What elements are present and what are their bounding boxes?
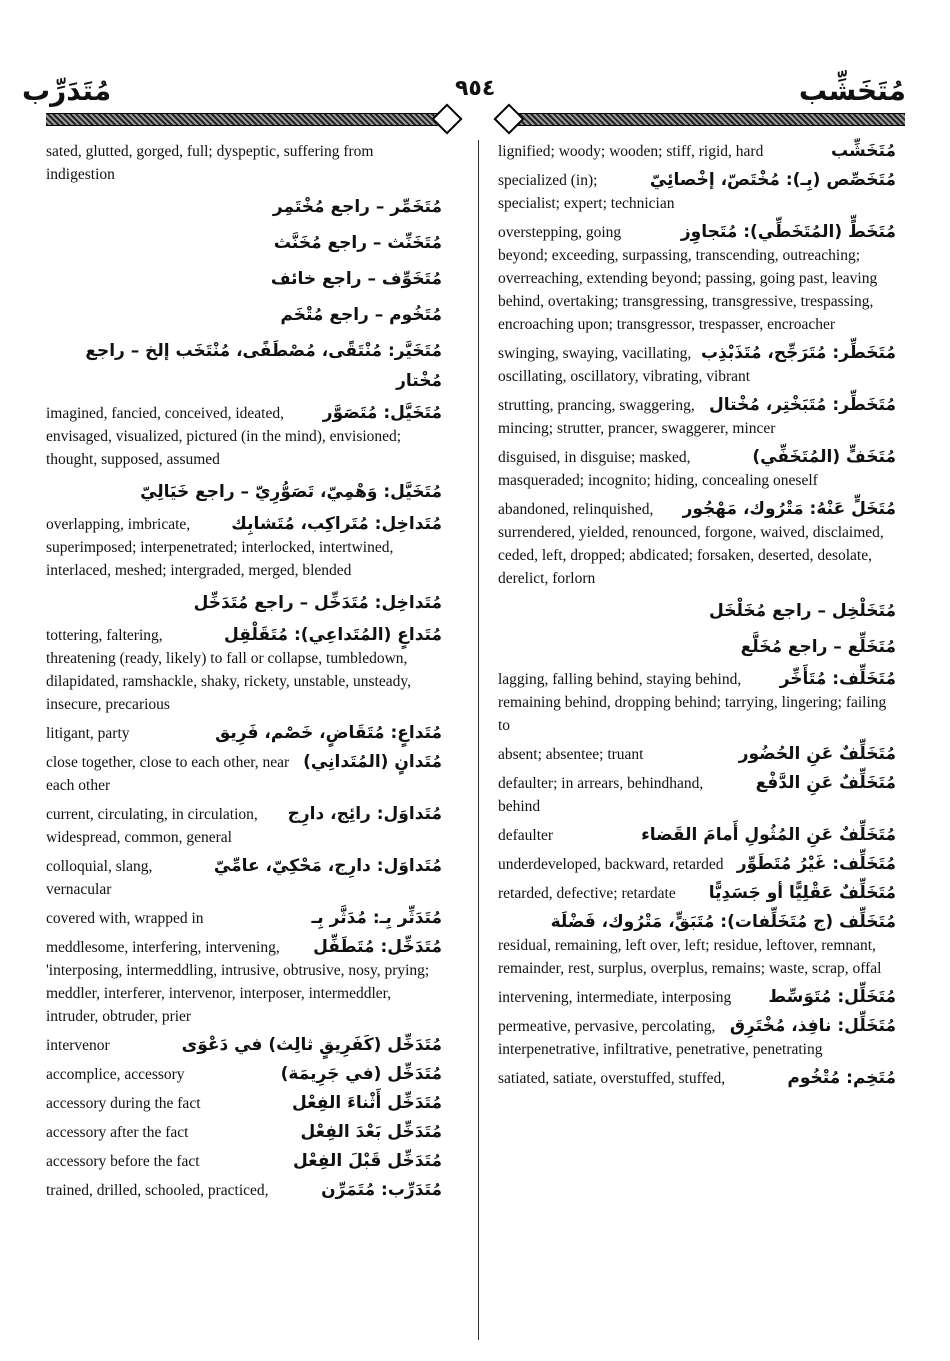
english-definition: intervenor — [46, 1037, 110, 1054]
dictionary-entry — [498, 743, 896, 766]
dictionary-entry — [498, 911, 896, 980]
dictionary-entry — [46, 1121, 442, 1144]
arabic-headword: مُتَخَصِّص (بِـ): مُخْتَصّ، إخْصائِيّ — [649, 170, 896, 190]
arabic-headword: مُتَخَلِّل: نافِذ، مُخْتَرِق — [729, 1016, 896, 1036]
english-definition: retarded, defective; retardate — [498, 885, 676, 902]
arabic-headword: مُتَخَلِّل: مُتَوَسِّط — [768, 987, 896, 1007]
column-divider — [478, 140, 479, 1340]
dictionary-entry — [46, 624, 442, 716]
page-number: ٩٥٤ — [455, 76, 496, 101]
english-definition: trained, drilled, schooled, practiced, — [46, 1182, 269, 1199]
dictionary-entry — [46, 907, 442, 930]
page-header — [0, 70, 950, 110]
english-definition: covered with, wrapped in — [46, 910, 204, 927]
cross-reference-entry: مُتَخَلْخِل – راجع مُخَلْخَل — [709, 601, 896, 621]
arabic-headword: مُتَداوَل: دارِج، مَحْكِيّ، عامِّيّ — [213, 856, 442, 876]
english-definition: abandoned, relinquished, surrendered, yielded, renounced, forgone, waived, disclaimed, ceded, left, dropped; abdicated; forsaken, deserted, desolate, derelict, forlorn — [498, 501, 884, 587]
arabic-headword: مُتَداعٍ: مُتَقَاضٍ، خَصْم، فَرِيق — [215, 723, 442, 743]
dictionary-entry — [46, 855, 442, 901]
right-guide-word: مُتَخَشِّب — [798, 74, 906, 107]
english-definition: satiated, satiate, overstuffed, stuffed, — [498, 1070, 726, 1087]
dictionary-entry — [498, 882, 896, 905]
arabic-headword: مُتَخَفٍّ (المُتَخَفِّي) — [752, 447, 896, 467]
english-definition: intervening, intermediate, interposing — [498, 989, 732, 1006]
english-definition: permeative, pervasive, percolating, interpenetrative, infiltrative, penetrative, penetrating — [498, 1018, 823, 1058]
left-column — [46, 140, 442, 1208]
english-definition: defaulter; in arrears, behindhand, behind — [498, 775, 704, 815]
english-definition: accessory during the fact — [46, 1095, 201, 1112]
dictionary-entry — [46, 1179, 442, 1202]
dictionary-entry — [498, 169, 896, 215]
arabic-headword: مُتَداخِل: مُتَراكِب، مُتَشابِك — [231, 514, 442, 534]
arabic-headword: مُتَخَلِّفٌ عَقْلِيًّا أو جَسَدِيًّا — [708, 883, 896, 903]
dictionary-entry — [46, 1150, 442, 1173]
dictionary-entry — [498, 394, 896, 440]
arabic-headword: مُتَدَثِّر بِـ: مُدَثَّر بِـ — [311, 908, 442, 928]
arabic-headword: مُتَخَلِّفٌ عَنِ الحُضُور — [738, 744, 896, 764]
dictionary-entry — [498, 772, 896, 818]
english-definition: defaulter — [498, 827, 554, 844]
english-definition: overstepping, going beyond; exceeding, surpassing, transcending, outreaching; overreaching, extending beyond; passing, going past, leaving behind, overtaking; transgressing, transgressive, trespassing, encroaching upon; transgressor, trespasser, encroacher — [498, 224, 878, 333]
arabic-headword: مُتَخَلٍّ عَنْهُ: مَتْرُوك، مَهْجُور — [682, 499, 896, 519]
arabic-headword: مُتَخِم: مُتْخُوم — [787, 1068, 896, 1088]
cross-reference-entry: مُتَخَوِّف – راجع خائف — [270, 269, 442, 289]
english-definition: colloquial, slang, vernacular — [46, 858, 153, 898]
dictionary-entry — [498, 986, 896, 1009]
english-definition: accomplice, accessory — [46, 1066, 185, 1083]
cross-reference-entry: مُتَداخِل: مُتَدَخِّل – راجع مُتَدَخِّل — [193, 593, 442, 613]
english-definition: current, circulating, in circulation, widespread, common, general — [46, 806, 258, 846]
cross-reference-entry: مُتَخُوم – راجع مُتْخَم — [280, 305, 442, 325]
english-definition: residual, remaining, left over, left; residue, leftover, remnant, remainder, rest, surplus, overplus, remains; waste, scrap, offal — [498, 937, 882, 977]
arabic-headword: مُتَدانٍ (المُتَدانِي) — [303, 752, 442, 772]
dictionary-entry — [498, 668, 896, 737]
dictionary-entry — [46, 751, 442, 797]
english-definition: accessory after the fact — [46, 1124, 189, 1141]
english-definition: absent; absentee; truant — [498, 746, 644, 763]
header-rule-left — [46, 113, 444, 126]
arabic-headword: مُتَدَخِّل (في جَرِيمَة) — [280, 1064, 442, 1084]
dictionary-entry — [46, 803, 442, 849]
arabic-headword: مُتَداوَل: رائِج، دارِج — [287, 804, 442, 824]
english-definition: sated, glutted, gorged, full; dyspeptic, suffering from indigestion — [46, 143, 374, 183]
english-definition: overlapping, imbricate, superimposed; interpenetrated; interlocked, intertwined, interlaced, meshed; intergraded, merged, blended — [46, 516, 394, 579]
dictionary-entry — [498, 446, 896, 492]
english-definition: swinging, swaying, vacillating, oscillating, oscillatory, vibrating, vibrant — [498, 345, 751, 385]
header-rule-right — [507, 113, 905, 126]
entry-spacer — [498, 1090, 896, 1096]
dictionary-entry — [46, 513, 442, 582]
arabic-headword: مُتَدَخِّل (كَفَرِيقٍ ثالِث) في دَعْوَى — [181, 1035, 442, 1055]
english-definition: imagined, fancied, conceived, ideated, envisaged, visualized, pictured (in the mind), envisioned; thought, supposed, assumed — [46, 405, 402, 468]
arabic-headword: مُتَداعٍ (المُتَداعِي): مُتَقَلْقِل — [224, 625, 442, 645]
dictionary-entry — [46, 1063, 442, 1086]
arabic-headword: مُتَدَخِّل قَبْلَ الفِعْل — [292, 1151, 442, 1171]
right-column — [498, 140, 896, 1096]
english-definition: close together, close to each other, near each other — [46, 754, 290, 794]
arabic-headword: مُتَخَيَّل: مُتَصَوَّر — [322, 403, 442, 423]
arabic-headword: مُتَخَلِّفٌ عَنِ الدَّفْع — [755, 773, 896, 793]
dictionary-entry — [498, 140, 896, 163]
english-definition: strutting, prancing, swaggering, mincing; strutter, prancer, swaggerer, mincer — [498, 397, 776, 437]
arabic-headword: مُتَخَلِّف: غَيْرُ مُتَطَوِّر — [736, 854, 896, 874]
arabic-headword: مُتَخَلِّف: مُتَأَخِّر — [779, 669, 896, 689]
dictionary-entry — [46, 402, 442, 471]
english-definition: meddlesome, interfering, intervening, 'interposing, intermeddling, intrusive, obtrusive, nosy, prying; meddler, interferer, intervenor, interposer, intermeddler, intruder, obtruder, prier — [46, 939, 430, 1025]
dictionary-entry — [498, 1067, 896, 1090]
cross-reference-entry: مُتَخَلِّع – راجع مُخَلَّع — [740, 637, 896, 657]
arabic-headword: مُتَدَخِّل بَعْدَ الفِعْل — [300, 1122, 442, 1142]
cross-reference-entry: مُتَخَيَّل: وَهْمِيّ، تَصَوُّرِيّ – راجع خَيَالِيّ — [140, 482, 442, 502]
dictionary-entry — [498, 498, 896, 590]
english-definition: lagging, falling behind, staying behind, remaining behind, dropping behind; tarrying, lingering; failing to — [498, 671, 887, 734]
dictionary-entry — [498, 221, 896, 336]
arabic-headword: مُتَخَلِّفٌ عَنِ المُثُولِ أَمامَ القَضاء — [641, 825, 896, 845]
english-definition: specialized (in); specialist; expert; technician — [498, 172, 675, 212]
arabic-headword: مُتَخَطِّر: مُتَبَخْتِر، مُخْتال — [709, 395, 896, 415]
dictionary-entry — [46, 936, 442, 1028]
english-definition: litigant, party — [46, 725, 130, 742]
arabic-headword: مُتَخَطٍّ (المُتَخَطِّي): مُتَجاوِز — [680, 222, 896, 242]
dictionary-entry — [46, 140, 442, 186]
cross-reference-entry: مُتَخَنِّث – راجع مُخَنَّث — [273, 233, 442, 253]
english-definition: disguised, in disguise; masked, masqueraded; incognito; hiding, concealing oneself — [498, 449, 818, 489]
english-definition: accessory before the fact — [46, 1153, 200, 1170]
dictionary-entry — [498, 824, 896, 847]
english-definition: lignified; woody; wooden; stiff, rigid, hard — [498, 143, 764, 160]
dictionary-entry — [46, 722, 442, 745]
left-guide-word: مُتَدَرِّب — [22, 74, 112, 107]
english-definition: tottering, faltering, threatening (ready, likely) to fall or collapse, tumbledown, dilapidated, ramshackle, shaky, rickety, unstable, unsteady, insecure, precarious — [46, 627, 411, 713]
arabic-headword: مُتَخَلِّف (ج مُتَخَلِّفات): مُتَبَقٍّ، مَتْرُوك، فَضْلَة — [550, 912, 896, 932]
entry-spacer — [46, 1202, 442, 1208]
dictionary-entry — [498, 1015, 896, 1061]
dictionary-entry — [498, 342, 896, 388]
english-definition: underdeveloped, backward, retarded — [498, 856, 724, 873]
arabic-headword: مُتَدَخِّل: مُتَطَفِّل — [313, 937, 442, 957]
cross-reference-entry: مُتَخَيَّر: مُنْتَقًى، مُصْطَفًى، مُنْتَخَب إلخ – راجع مُخْتار — [85, 341, 442, 391]
dictionary-entry — [498, 853, 896, 876]
arabic-headword: مُتَدَرِّب: مُتَمَرِّن — [321, 1180, 442, 1200]
dictionary-entry — [46, 1092, 442, 1115]
arabic-headword: مُتَخَطِّر: مُتَرَجِّح، مُتَذَبْذِب — [700, 343, 896, 363]
cross-reference-entry: مُتَخَمِّر – راجع مُخْتَمِر — [272, 197, 442, 217]
arabic-headword: مُتَدَخِّل أَثْناءَ الفِعْل — [292, 1093, 442, 1113]
dictionary-entry — [46, 1034, 442, 1057]
arabic-headword: مُتَخَشِّب — [830, 141, 896, 161]
